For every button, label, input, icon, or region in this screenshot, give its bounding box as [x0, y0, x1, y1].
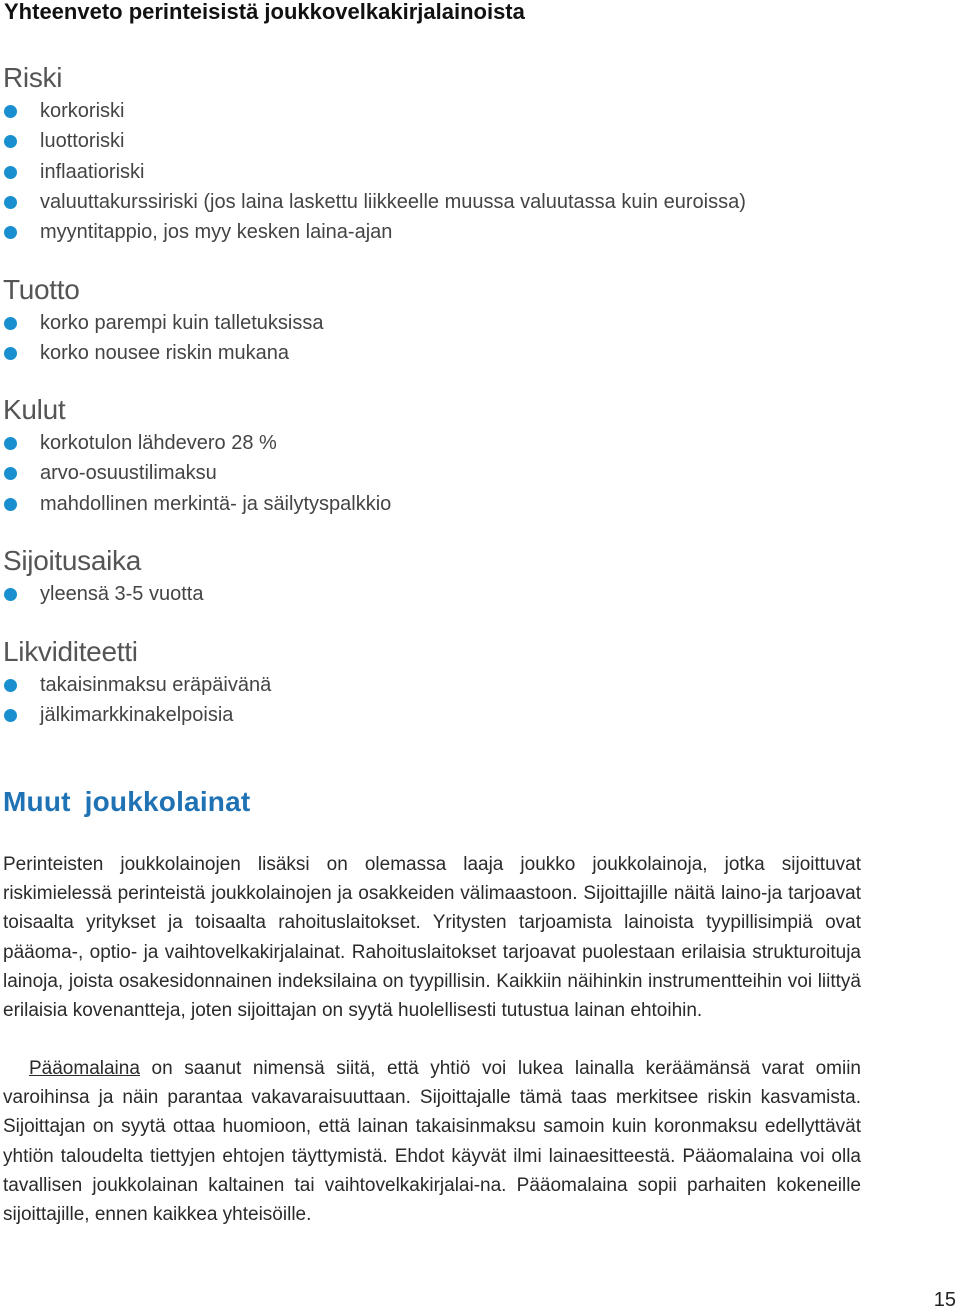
- list-item-text: takaisinmaksu eräpäivänä: [40, 674, 272, 696]
- list-item-text: korkoriski: [40, 100, 125, 122]
- list-item-text: myyntitappio, jos myy kesken laina-ajan: [40, 221, 393, 244]
- section-heading: Kulut: [3, 394, 66, 425]
- bullet-list: [4, 430, 904, 521]
- bullet-icon: [4, 166, 17, 179]
- list-item: [4, 460, 904, 490]
- section-tuotto: [4, 274, 904, 371]
- bullet-list: [4, 98, 904, 249]
- list-item: [4, 672, 904, 702]
- body-paragraph: [3, 1054, 861, 1229]
- section-heading: Riski: [3, 62, 63, 93]
- section-sijoitusaika: [4, 545, 904, 611]
- section-heading: Likviditeetti: [3, 636, 138, 667]
- section-riski: [4, 62, 904, 249]
- list-item: [4, 98, 904, 128]
- bullet-icon: [4, 317, 17, 330]
- list-item-text: inflaatioriski: [40, 160, 145, 183]
- bullet-icon: [4, 135, 17, 148]
- list-item-text: arvo-osuustilimaksu: [40, 462, 217, 485]
- list-item: [4, 340, 904, 370]
- bullet-icon: [4, 196, 17, 209]
- list-item-text: yleensä 3-5 vuotta: [40, 583, 204, 605]
- list-item-text: korko parempi kuin talletuksissa: [40, 312, 324, 334]
- list-item: [4, 581, 904, 611]
- section-heading-muut: Muut joukkolainat: [3, 786, 251, 817]
- bullet-icon: [4, 467, 17, 480]
- page-number: 15: [933, 1289, 956, 1311]
- list-item: [4, 189, 904, 219]
- bullet-list: [4, 672, 904, 733]
- bullet-icon: [4, 679, 17, 692]
- list-item-text: korkotulon lähdevero 28 %: [40, 432, 277, 454]
- bullet-icon: [4, 498, 17, 511]
- page-title: Yhteenveto perinteisistä joukkovelkakirjalainoista: [4, 0, 525, 24]
- bullet-icon: [4, 437, 17, 450]
- list-item: [4, 159, 904, 189]
- term-link: Pääomalaina: [29, 1058, 140, 1079]
- bullet-icon: [4, 105, 17, 118]
- paragraph-text: on saanut nimensä siitä, että yhtiö voi lukea lainalla keräämänsä varat omiin varoihinsa ja näin parantaa vakavaraisuuttaan. Sijoittajalle tämä taas merkitsee riskin kasvamista. Sijoittajan on syytä ottaa huomioon, että lainan takaisinmaksu samoin kuin koronmaksu edellyttävät yhtiön taloudelta tiettyjen ehtojen täyttymistä. Ehdot käyvät ilmi lainaesitteestä. Pääomalaina voi olla tavallisen joukkolainan kaltainen tai vaihtovelkakirjalai-na. Pääomalaina sopii parhaiten kokeneille sijoittajille, ennen kaikkea yhteisöille.: [3, 1058, 861, 1226]
- list-item-text: korko nousee riskin mukana: [40, 342, 290, 365]
- bullet-icon: [4, 709, 17, 722]
- body-paragraph: Perinteisten joukkolainojen lisäksi on olemassa laaja joukko joukkolainoja, jotka sijoittuvat riskimielessä perinteistä joukkolainojen ja osakkeiden välimaastoon. Sijoittajille näitä laino-ja tarjoavat toisaalta yritykset ja toisaalta rahoituslaitokset. Yritysten tarjoamista lainoista tyypillisimpiä ovat pääoma-, optio- ja vaihtovelkakirjalainat. Rahoituslaitokset tarjoavat puolestaan erilaisia strukturoituja lainoja, joista osakesidonnainen indeksilaina on tyypillisin. Kaikkiin näihinkin instrumentteihin voi liittyä erilaisia kovenantteja, joten sijoittajan on syytä huolellisesti tutustua lainan ehtoihin.: [3, 854, 861, 1022]
- list-item: [4, 702, 904, 732]
- list-item-text: luottoriski: [40, 130, 125, 153]
- bullet-icon: [4, 588, 17, 601]
- section-likviditeetti: [4, 636, 904, 733]
- bullet-icon: [4, 226, 17, 239]
- list-item-text: jälkimarkkinakelpoisia: [40, 704, 234, 727]
- list-item: [4, 430, 904, 460]
- list-item: [4, 491, 904, 521]
- section-heading: Sijoitusaika: [3, 545, 142, 576]
- bullet-list: [4, 581, 904, 611]
- list-item-text: mahdollinen merkintä- ja säilytyspalkkio: [40, 492, 392, 515]
- list-item: [4, 310, 904, 340]
- list-item-text: valuuttakurssiriski (jos laina laskettu liikkeelle muussa valuutassa kuin euroissa): [40, 190, 746, 213]
- list-item: [4, 219, 904, 249]
- section-heading: Tuotto: [3, 274, 80, 305]
- section-kulut: [4, 394, 904, 521]
- bullet-icon: [4, 347, 17, 360]
- bullet-list: [4, 310, 904, 371]
- list-item: [4, 128, 904, 158]
